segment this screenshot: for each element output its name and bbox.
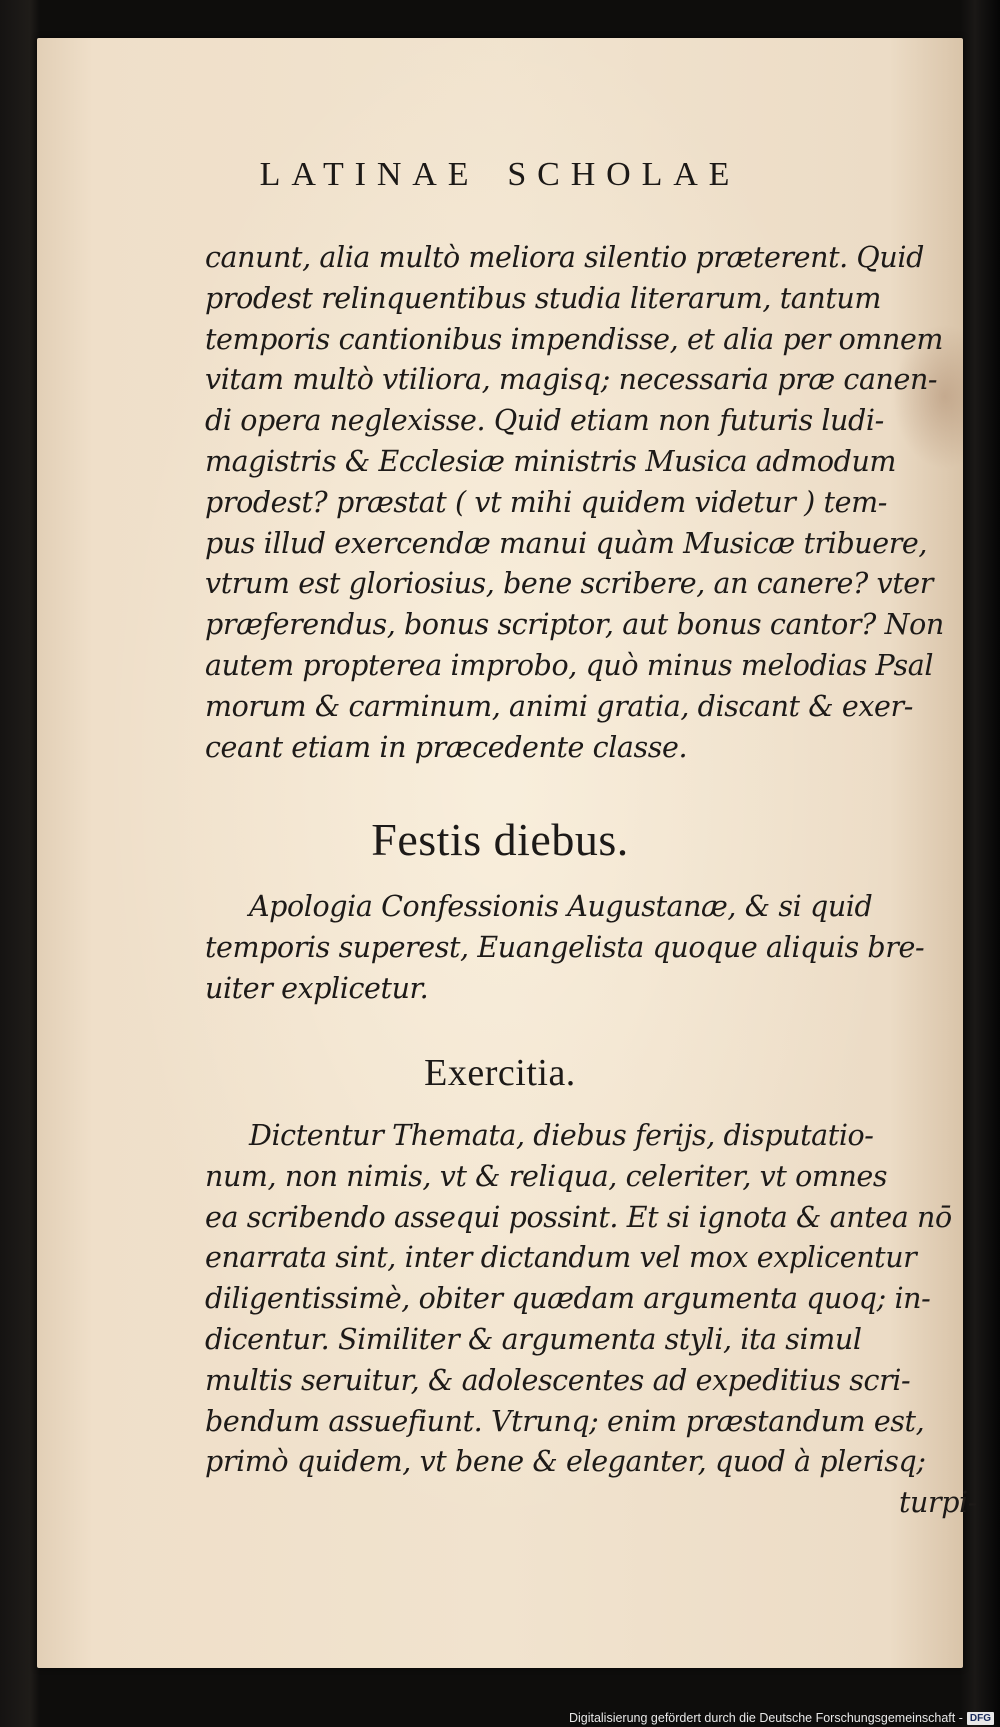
text-line: præferendus, bonus scriptor, aut bonus cantor? Non bbox=[205, 608, 944, 642]
book-page bbox=[37, 38, 977, 1668]
text-line: pus illud exercendæ manui quàm Musicæ tribuere, bbox=[205, 526, 928, 560]
text-line: num, non nimis, vt & reliqua, celeriter, vt omnes bbox=[205, 1159, 888, 1193]
text-line: diligentissimè, obiter quædam argumenta quoq; in- bbox=[205, 1282, 931, 1316]
text-line: temporis superest, Euangelista quoque aliquis bre- bbox=[205, 930, 925, 964]
digitization-credit bbox=[569, 1711, 994, 1725]
running-head-word-2: SCHOLAE bbox=[507, 156, 741, 193]
text-line: ea scribendo assequi possint. Et si ignota & antea nō bbox=[205, 1200, 952, 1234]
paragraph-festis bbox=[205, 887, 995, 1009]
text-line: autem propterea improbo, quò minus melodias Psal bbox=[205, 648, 934, 682]
paragraph-exercitia bbox=[205, 1116, 995, 1524]
text-line: Dictentur Themata, diebus ferijs, disputatio- bbox=[249, 1119, 874, 1152]
running-head bbox=[37, 156, 963, 194]
text-line: multis seruitur, & adolescentes ad expeditius scri- bbox=[205, 1363, 911, 1397]
text-line: primò quidem, vt bene & eleganter, quod à plerisq; bbox=[205, 1445, 926, 1479]
text-line: temporis cantionibus impendisse, et alia per omnem bbox=[205, 322, 944, 356]
text-line: canunt, alia multò meliora silentio præterent. Quid bbox=[205, 241, 924, 274]
text-line: di opera neglexisse. Quid etiam non futuris ludi- bbox=[205, 404, 884, 438]
catchword: turpi- bbox=[898, 1486, 977, 1520]
section-heading-exercitia: Exercitia. bbox=[424, 1052, 576, 1094]
text-line: bendum assuefiunt. Vtrunq; enim præstandum est, bbox=[205, 1404, 925, 1438]
dfg-logo: DFG bbox=[967, 1712, 994, 1725]
text-line: magistris & Ecclesiæ ministris Musica admodum bbox=[205, 444, 897, 478]
text-line: prodest? præstat ( vt mihi quidem videtur ) tem- bbox=[205, 485, 887, 519]
text-line: morum & carminum, animi gratia, discant & exer- bbox=[205, 689, 913, 723]
text-line: dicentur. Similiter & argumenta styli, ita simul bbox=[205, 1322, 862, 1356]
running-head-word-1: LATINAE bbox=[259, 156, 480, 193]
text-line: ceant etiam in præcedente classe. bbox=[205, 730, 688, 764]
text-line: vitam multò vtiliora, magisq; necessaria præ canen- bbox=[205, 363, 938, 397]
paragraph-music bbox=[205, 238, 995, 768]
text-line: Apologia Confessionis Augustanæ, & si quid bbox=[249, 890, 873, 923]
text-line: prodest relinquentibus studia literarum, tantum bbox=[205, 281, 881, 315]
text-line: vtrum est gloriosius, bene scribere, an canere? vter bbox=[205, 567, 933, 601]
credit-text: Digitalisierung gefördert durch die Deutsche Forschungsgemeinschaft - bbox=[568, 1711, 963, 1725]
text-line: uiter explicetur. bbox=[205, 971, 429, 1005]
text-line: enarrata sint, inter dictandum vel mox explicentur bbox=[205, 1241, 917, 1275]
section-heading-festis: Festis diebus. bbox=[371, 814, 629, 865]
